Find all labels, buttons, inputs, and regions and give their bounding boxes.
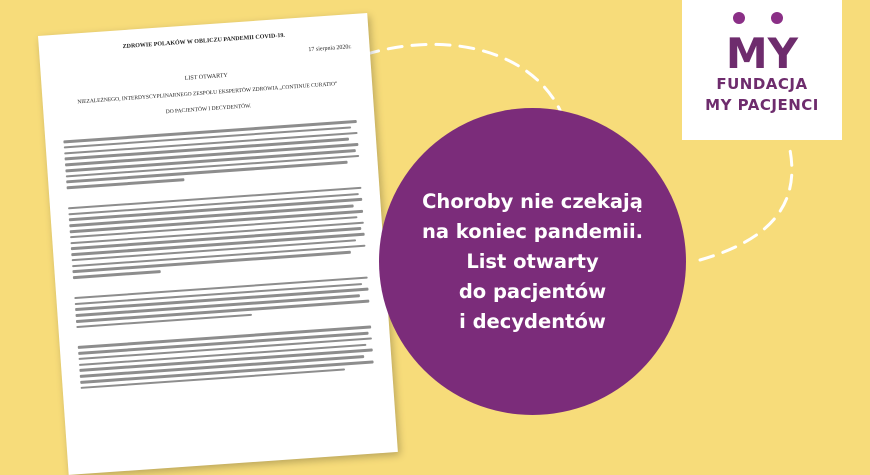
headline-line: na koniec pandemii. — [421, 219, 644, 243]
dashed-arc-right — [700, 150, 792, 260]
document-addressee: DO PACJENTÓW I DECYDENTÓW. — [165, 103, 252, 116]
headline-line: i decydentów — [459, 309, 606, 333]
document-paragraph — [63, 120, 360, 189]
document-paragraph — [68, 187, 366, 279]
logo-mark-text: MY — [725, 29, 799, 72]
document-title: ZDROWIE POLAKÓW W OBLICZU PANDEMII COVID-19. — [122, 32, 286, 51]
headline-line: do pacjentów — [458, 279, 607, 303]
my-logo-mark-icon — [722, 10, 802, 72]
logo-line-1: FUNDACJA — [716, 75, 808, 93]
document-date: 17 sierpnia 2020r. — [308, 44, 352, 54]
headline-circle — [379, 108, 686, 415]
open-letter-document — [38, 13, 398, 475]
headline-line: Choroby nie czekają — [422, 189, 643, 213]
foundation-logo — [682, 0, 842, 140]
document-paragraph — [78, 326, 374, 389]
document-paragraph — [74, 276, 369, 328]
headline-line: List otwarty — [466, 249, 599, 273]
document-subheading: NIEZALEŻNEGO, INTERDYSCYPLINARNEGO ZESPOŁU EKSPERTÓW ZDROWIA „CONTINUE CURATIO” — [77, 81, 338, 106]
headline-text — [422, 187, 643, 337]
logo-line-2: MY PACJENCI — [705, 96, 819, 114]
document-heading: LIST OTWARTY — [184, 72, 228, 82]
